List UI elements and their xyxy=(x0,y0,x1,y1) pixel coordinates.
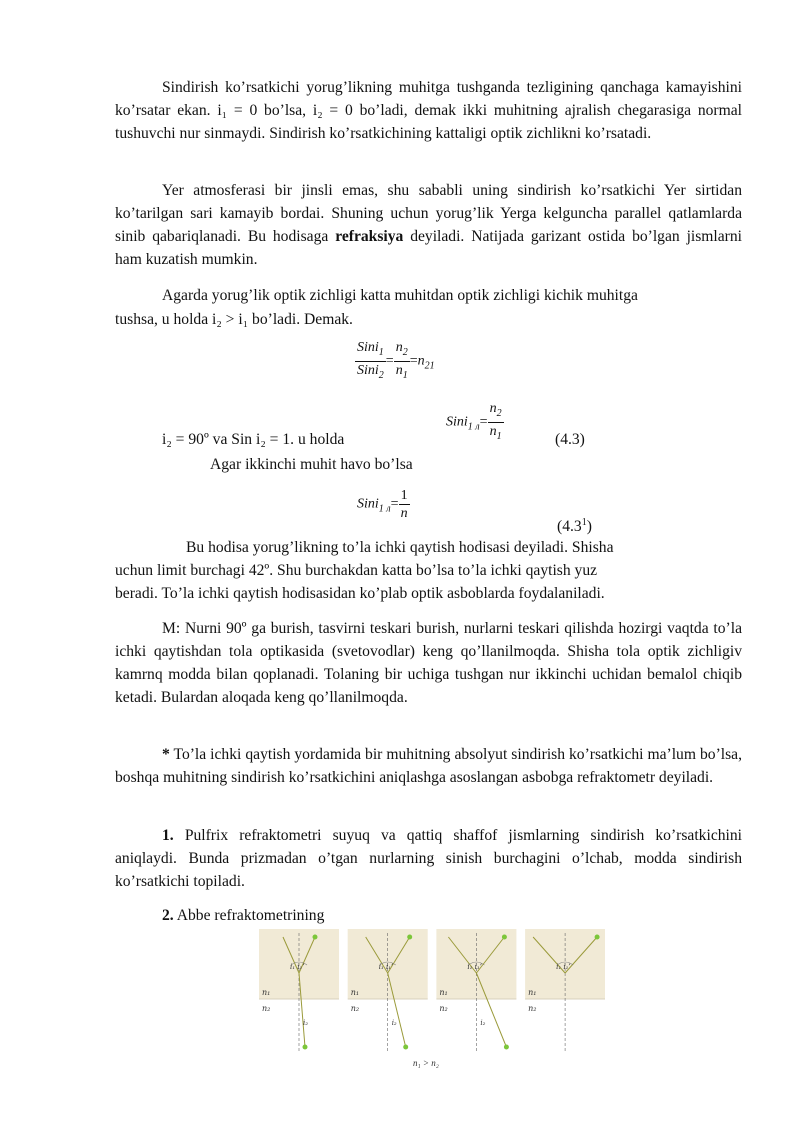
label-n1: n₁ xyxy=(439,988,448,997)
paragraph-dense-line1: Agarda yorug’lik optik zichligi katta muhitdan optik zichligi kichik muhitga xyxy=(162,287,638,304)
figure-caption: n₁ > n₂ xyxy=(413,1058,439,1068)
ray-end-dot xyxy=(303,1045,308,1050)
label-angle-bottom: i₂ xyxy=(303,1019,309,1027)
figure-panel-1 xyxy=(259,929,339,1057)
eq2-num-sub: 2 xyxy=(496,407,502,419)
label-angle-top: i₁ i₁’ xyxy=(290,963,305,971)
paragraph-atmosphere xyxy=(115,179,742,271)
item-number-2: 2. xyxy=(162,907,174,924)
label-n2: n₂ xyxy=(439,1004,448,1013)
paragraph-dense-line2: tushsa, u holda i₂ > i₁ bo’ladi. Demak. xyxy=(115,311,353,328)
eq3-equals: = xyxy=(390,496,399,512)
equation-label-4-3-1 xyxy=(557,513,592,537)
eq2-den-sub: 1 xyxy=(496,430,502,442)
eq1-num-r: n xyxy=(395,340,403,355)
label-n2: n₂ xyxy=(350,1004,360,1013)
paragraph-refractometer xyxy=(115,743,742,789)
paragraph-fiber-optics: M: Nurni 90º ga burish, tasvirni teskari burish, nurlarni teskari qilishda hozirgi vaqtda to’la ichki qaytishdan tola optikasida (svetovodlar) keng qo’llanilmoqda. Shisha tola optik zichligiv kamrnq modda bilan qoplanadi. Tolaning bir uchiga tushgan nur ikkinchi uchidan bemalol chiqib ketadi. Bulardan aloqada keng qo’llanilmoqda. xyxy=(115,620,742,706)
eq1-sub-r1: 2 xyxy=(402,346,408,358)
equation-critical-angle xyxy=(446,400,504,445)
paragraph-tir-line1: Bu hodisa yorug’likning to’la ichki qaytish hodisasi deyiladi. Shisha xyxy=(186,539,614,556)
frac-n xyxy=(394,339,410,384)
paragraph-atmosphere-text-b: deyiladi. Natijada garizant ostida bo’lgan jismlarni ham kuzatish mumkin. xyxy=(115,228,743,268)
label-angle-bottom: i₂ xyxy=(391,1019,397,1027)
frac-sin xyxy=(355,339,386,384)
paragraph-pulfrix-text: Pulfrix refraktometri suyuq va qattiq shaffof jismlarning sindirish ko’rsatkichini aniqlaydi. Bunda prizmadan o’tgan nurlarning sinish burchagini o’lchab, modda sindirish ko’rsatkichi topiladi. xyxy=(115,827,742,890)
paragraph-tir-line2: uchun limit burchagi 42º. Shu burchakdan katta bo’lsa to’la ichki qaytish yuz xyxy=(115,562,598,579)
paragraph-refractometer-text: To’la ichki qaytish yordamida bir muhitning absolyut sindirish ko’rsatkichi ma’lum bo’lsa, boshqa muhitning sindirish ko’rsatkichini aniqlashga asoslangan asbobga refraktometr deyiladi. xyxy=(115,746,742,786)
ray-end-dot xyxy=(313,935,318,940)
figure-panel-2 xyxy=(348,929,428,1057)
star-marker: * xyxy=(162,746,170,763)
term-refraksiya: refraksiya xyxy=(335,228,404,245)
eq2-num: n xyxy=(489,401,497,416)
label-n1: n₁ xyxy=(350,988,360,997)
figure-panel-3 xyxy=(436,929,516,1057)
figure-panel-4 xyxy=(525,929,605,1057)
eq2-den: n xyxy=(489,423,497,439)
paragraph-abbe-text: Abbe refraktometrining xyxy=(173,907,325,924)
label-n2: n₂ xyxy=(262,1004,271,1013)
eq2-lhs-sub: 1 л xyxy=(467,421,480,433)
equation-critical-angle-air xyxy=(357,487,410,522)
line-agar-havo: Agar ikkinchi muhit havo bo’lsa xyxy=(210,456,413,473)
paragraph-abbe xyxy=(162,906,324,926)
label-n1: n₁ xyxy=(262,988,271,997)
eq1-sub-l1: 1 xyxy=(378,346,384,358)
eq3-label-sup: 1 xyxy=(581,517,587,528)
paragraph-atmosphere-text-a: Yer atmosferasi bir jinsli emas, shu sababli uning sindirish ko’rsatkichi Yer sirtidan ko’tarilgan sari kamayib bordai. Shuning uchun yorug’lik Yerga kelguncha parallel qatlamlarda sinib qabariqlanadi. Bu hodisaga xyxy=(115,182,742,245)
label-angle-bottom: i₂ xyxy=(480,1019,486,1027)
paragraph-refractive-index: Sindirish ko’rsatkichi yorug’likning muhitga tushganda tezligining qanchaga kamayishini ko’rsatar ekan. i₁ = 0 bo’lsa, i₂ = 0 bo’ladi, demak ikki muhitning ajralish chegarasiga normal tushuvchi nur sinmaydi. Sindirish ko’rsatkichining kattaligi optik zichlikni ko’rsatadi. xyxy=(115,79,742,142)
eq1-equals-2: = xyxy=(409,353,418,369)
eq2-lhs: Sini xyxy=(446,414,468,430)
eq1-num-l: Sini xyxy=(357,340,379,355)
eq3-lhs-sub: 1 л xyxy=(378,503,391,515)
paragraph-pulfrix xyxy=(115,824,742,893)
eq3-den: n xyxy=(400,506,408,521)
eq1-sub-r2: 1 xyxy=(402,369,408,381)
ray-end-dot xyxy=(403,1045,408,1050)
eq1-den-r: n xyxy=(395,362,403,378)
ray-end-dot xyxy=(504,1045,509,1050)
eq3-lhs: Sini xyxy=(357,496,379,512)
line-i2-90: i₂ = 90º va Sin i₂ = 1. u holda xyxy=(162,431,345,448)
equation-label-4-3: (4.3) xyxy=(555,431,585,448)
paragraph-tir-line3: beradi. To’la ichki qaytish hodisasidan ko’plab optik asboblarda foydalaniladi. xyxy=(115,585,605,602)
eq1-rhs-sub: 21 xyxy=(424,360,435,372)
eq3-num: 1 xyxy=(400,488,408,503)
item-number-1: 1. xyxy=(162,827,174,844)
ray-end-dot xyxy=(595,935,600,940)
label-angle-top: i₁ i₁’ xyxy=(378,963,394,971)
ray-end-dot xyxy=(502,935,507,940)
eq1-rhs: n xyxy=(417,353,425,369)
eq2-equals: = xyxy=(479,414,488,430)
eq1-equals: = xyxy=(385,353,394,369)
eq1-sub-l2: 2 xyxy=(378,369,384,381)
equation-snell-ratio xyxy=(355,339,435,384)
eq1-den-l: Sini xyxy=(357,362,379,378)
eq3-label-base: (4.3 xyxy=(557,518,582,536)
eq3-frac xyxy=(399,487,410,522)
label-n2: n₂ xyxy=(528,1004,537,1013)
label-angle-top: i₁ i₁’ xyxy=(556,963,571,971)
label-n1: n₁ xyxy=(528,988,537,997)
eq2-frac xyxy=(488,400,504,445)
eq3-label-end: ) xyxy=(586,518,592,536)
refraction-figure xyxy=(259,929,605,1057)
label-angle-top: i₁ i₁’ xyxy=(467,963,482,971)
ray-end-dot xyxy=(407,935,412,940)
